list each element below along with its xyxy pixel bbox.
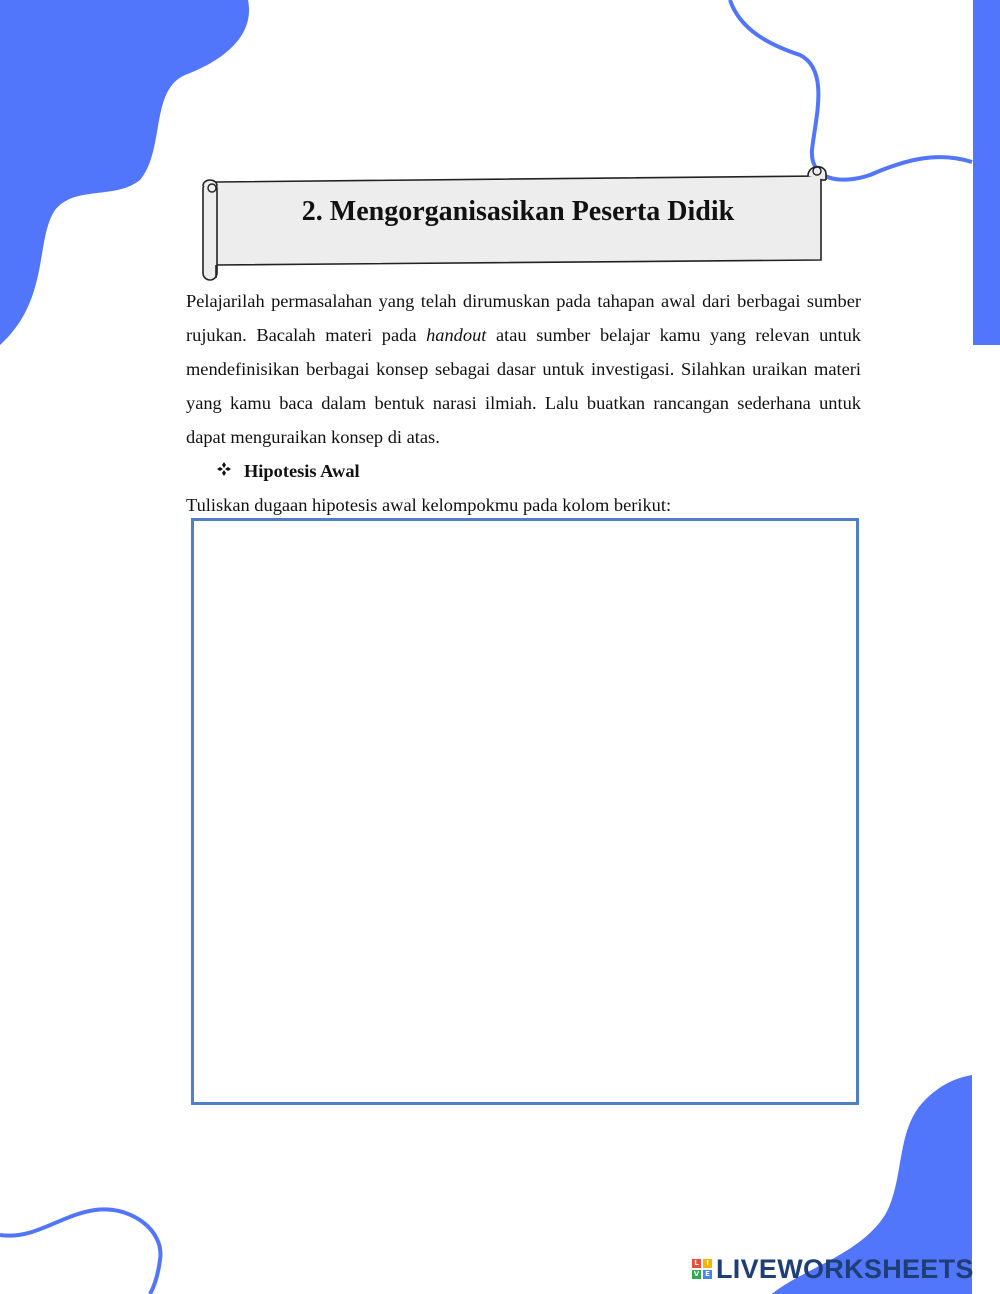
section-heading <box>216 455 360 487</box>
section-heading-text: Hipotesis Awal <box>244 461 360 481</box>
logo-icon <box>692 1259 712 1279</box>
intro-text-1: Pelajarilah permasalahan yang telah dirumuskan pada tahapan awal dari berbagai sumber rujukan. Bacalah materi pada <box>186 291 861 345</box>
instruction-text: Tuliskan dugaan hipotesis awal kelompokmu pada kolom berikut: <box>186 495 672 515</box>
logo-letter-e: E <box>703 1270 712 1279</box>
logo-letter-i: I <box>703 1259 712 1268</box>
top-right-wave <box>730 0 972 180</box>
liveworksheets-logo <box>692 1253 974 1285</box>
diamond-bullet-icon <box>216 455 244 487</box>
intro-emphasis: handout <box>426 325 487 345</box>
page-title: 2. Mengorganisasikan Peserta Didik <box>301 196 735 227</box>
logo-letter-l: L <box>692 1259 701 1268</box>
bottom-left-wave <box>0 1209 160 1294</box>
hypothesis-answer-box[interactable] <box>191 518 859 1105</box>
logo-letter-v: V <box>693 1270 700 1278</box>
logo-text: LIVEWORKSHEETS <box>716 1253 974 1284</box>
intro-text-2: atau sumber belajar kamu yang relevan untuk mendefinisikan berbagai konsep sebagai dasar untuk investigasi. Silahkan uraikan materi yang kamu baca dalam bentuk narasi ilmiah. Lalu buatkan rancangan sederhana untuk dapat menguraikan konsep di atas. <box>186 325 861 447</box>
right-edge-blob <box>973 0 1000 345</box>
intro-paragraph <box>186 284 861 454</box>
